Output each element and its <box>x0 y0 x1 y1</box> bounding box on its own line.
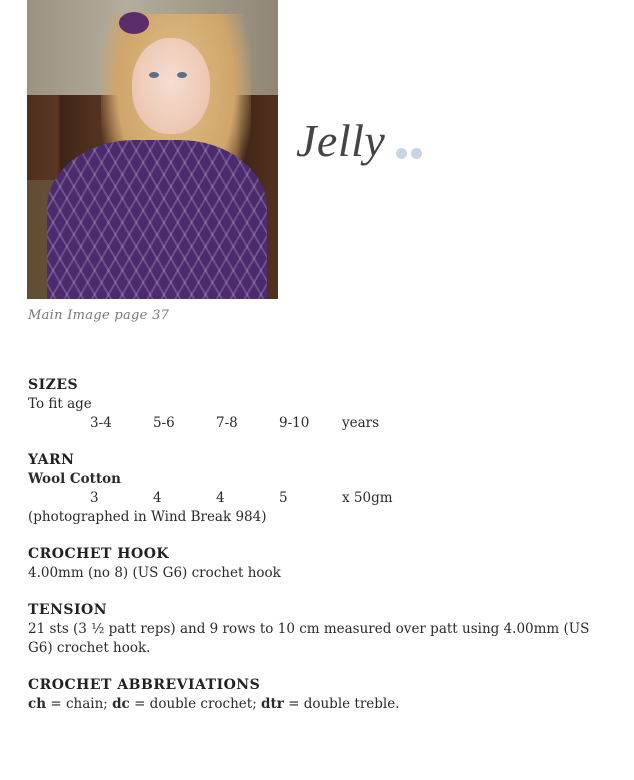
photo-caption: Main Image page 37 <box>28 308 170 323</box>
hook-text: 4.00mm (no 8) (US G6) crochet hook <box>28 565 281 581</box>
abbr-term: dc <box>112 696 130 712</box>
abbreviations-list <box>28 695 608 714</box>
size-unit: years <box>342 415 380 431</box>
main-photo <box>27 0 278 299</box>
sizes-label: To fit age <box>28 396 92 412</box>
yarn-value: 5 <box>279 490 288 506</box>
sizes-row <box>28 414 608 433</box>
yarn-note: (photographed in Wind Break 984) <box>28 509 267 525</box>
abbreviations-section <box>28 676 608 714</box>
yarn-value: 4 <box>153 490 162 506</box>
tension-heading: TENSION <box>28 602 108 618</box>
tension-section <box>28 601 608 658</box>
sizes-section <box>28 376 608 433</box>
yarn-value: 4 <box>216 490 225 506</box>
abbr-term: ch <box>28 696 47 712</box>
title-dots-decoration <box>396 144 426 163</box>
abbr-meaning: = chain; <box>46 696 113 712</box>
yarn-value: 3 <box>90 490 99 506</box>
abbreviations-heading: CROCHET ABBREVIATIONS <box>28 677 261 693</box>
size-value: 7-8 <box>216 415 238 431</box>
yarn-row <box>28 489 608 508</box>
hook-heading: CROCHET HOOK <box>28 546 170 562</box>
yarn-unit: x 50gm <box>342 490 393 506</box>
size-value: 3-4 <box>90 415 112 431</box>
yarn-section <box>28 451 608 527</box>
abbr-meaning: = double treble. <box>283 696 400 712</box>
size-value: 5-6 <box>153 415 175 431</box>
tension-text: 21 sts (3 ½ patt reps) and 9 rows to 10 cm measured over patt using 4.00mm (US G6) crochet hook. <box>28 621 590 656</box>
sizes-heading: SIZES <box>28 377 79 393</box>
abbr-term: dtr <box>261 696 284 712</box>
pattern-title: Jelly <box>296 115 386 166</box>
yarn-heading: YARN <box>28 452 75 468</box>
size-value: 9-10 <box>279 415 310 431</box>
abbr-meaning: = double crochet; <box>129 696 262 712</box>
yarn-name: Wool Cotton <box>28 471 121 487</box>
hook-section <box>28 545 608 583</box>
pattern-details <box>28 376 608 732</box>
